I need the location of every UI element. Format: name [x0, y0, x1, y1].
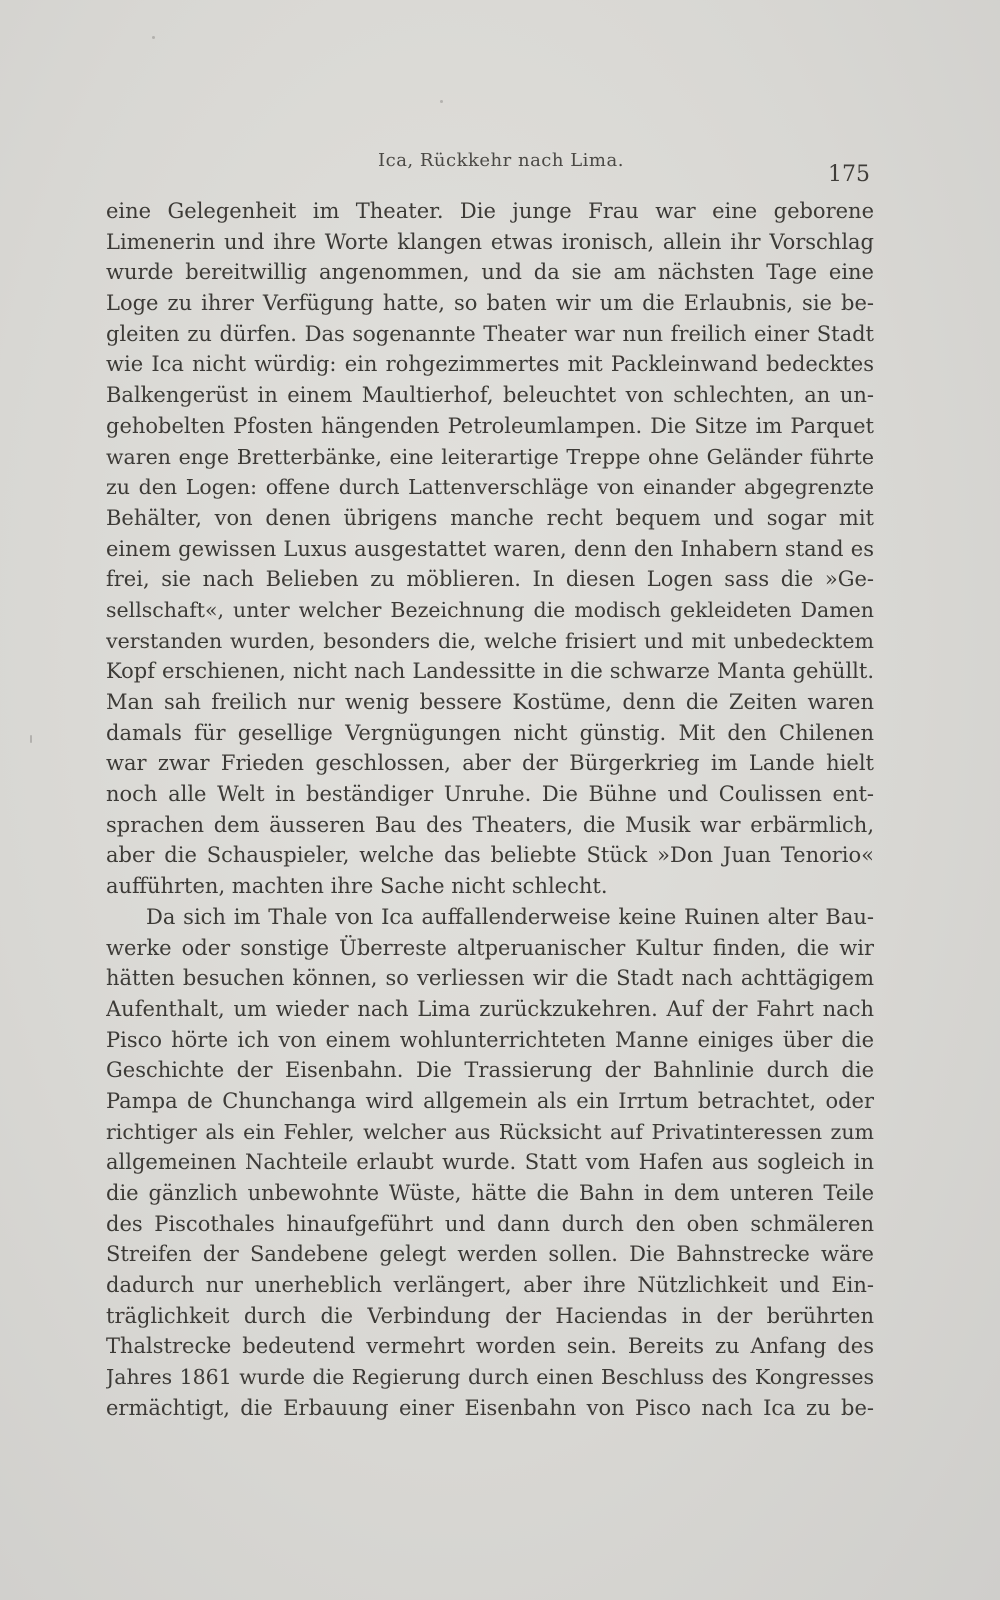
page-number: 175 [828, 162, 870, 187]
text-line: sellschaft«, unter welcher Bezeichnung die modisch gekleideten Damen [106, 597, 874, 622]
text-line: Kopf erschienen, nicht nach Landessitte in die schwarze Manta gehüllt. [106, 659, 874, 684]
text-line: wurde bereitwillig angenommen, und da sie am nächsten Tage eine [106, 260, 874, 285]
text-line: verstanden wurden, besonders die, welche frisiert und mit unbedecktem [106, 628, 874, 653]
text-line: sprachen dem äusseren Bau des Theaters, die Musik war erbärmlich, [106, 812, 874, 837]
text-line: Loge zu ihrer Verfügung hatte, so baten wir um die Erlaubnis, sie be- [106, 291, 874, 316]
text-line: Jahres 1861 wurde die Regierung durch einen Beschluss des Kongresses [106, 1365, 874, 1390]
paper-speck [30, 735, 32, 743]
text-line: eine Gelegenheit im Theater. Die junge Frau war eine geborene [106, 199, 874, 223]
body-text [106, 196, 874, 1424]
text-line: Behälter, von denen übrigens manche recht bequem und sogar mit [106, 505, 874, 530]
text-line: allgemeinen Nachteile erlaubt wurde. Statt vom Hafen aus sogleich in [106, 1150, 874, 1175]
text-line: gleiten zu dürfen. Das sogenannte Theater war nun freilich einer Stadt [106, 321, 874, 346]
paragraph-end-line: aufführten, machten ihre Sache nicht schlecht. [106, 874, 608, 899]
text-line: aber die Schauspieler, welche das beliebte Stück »Don Juan Tenorio« [106, 843, 874, 868]
text-line: Man sah freilich nur wenig bessere Kostüme, denn die Zeiten waren [106, 690, 874, 714]
text-line: einem gewissen Luxus ausgestattet waren, denn den Inhabern stand es [106, 536, 874, 561]
text-line: richtiger als ein Fehler, welcher aus Rücksicht auf Privatinteressen zum [106, 1119, 874, 1144]
text-line: werke oder sonstige Überreste altperuanischer Kultur finden, die wir [106, 935, 874, 960]
text-line: Balkengerüst in einem Maultierhof, beleuchtet von schlechten, an un- [106, 383, 874, 408]
text-line: die gänzlich unbewohnte Wüste, hätte die Bahn in dem unteren Teile [106, 1181, 874, 1205]
text-line: dadurch nur unerheblich verlängert, aber ihre Nützlichkeit und Ein- [106, 1273, 874, 1298]
running-title: Ica, Rückkehr nach Lima. [378, 150, 624, 171]
text-line: Pisco hörte ich von einem wohlunterrichteten Manne einiges über die [106, 1027, 874, 1052]
text-line: wie Ica nicht würdig: ein rohgezimmertes mit Packleinwand bedecktes [106, 352, 874, 377]
paragraph-start-line: Da sich im Thale von Ica auffallenderweise keine Ruinen alter Bau- [146, 904, 874, 929]
text-line: war zwar Frieden geschlossen, aber der Bürgerkrieg im Lande hielt [106, 751, 874, 776]
text-line: ermächtigt, die Erbauung einer Eisenbahn von Pisco nach Ica zu be- [106, 1395, 874, 1420]
paper-speck [152, 36, 155, 39]
paper-speck [440, 100, 443, 103]
text-line: zu den Logen: offene durch Lattenverschläge von einander abgegrenzte [106, 475, 874, 500]
text-line: des Piscothales hinaufgeführt und dann durch den oben schmäleren [106, 1211, 874, 1236]
text-line: damals für gesellige Vergnügungen nicht günstig. Mit den Chilenen [106, 720, 874, 745]
text-line: Geschichte der Eisenbahn. Die Trassierung der Bahnlinie durch die [106, 1058, 874, 1083]
text-line: gehobelten Pfosten hängenden Petroleumlampen. Die Sitze im Parquet [106, 413, 874, 438]
text-line: Aufenthalt, um wieder nach Lima zurückzukehren. Auf der Fahrt nach [106, 996, 874, 1021]
text-line: Streifen der Sandebene gelegt werden sollen. Die Bahnstrecke wäre [106, 1242, 874, 1267]
text-line: Pampa de Chunchanga wird allgemein als ein Irrtum betrachtet, oder [106, 1088, 874, 1113]
text-line: frei, sie nach Belieben zu möblieren. In diesen Logen sass die »Ge- [106, 567, 874, 592]
text-line: Thalstrecke bedeutend vermehrt worden sein. Bereits zu Anfang des [106, 1334, 874, 1359]
text-line: Limenerin und ihre Worte klangen etwas ironisch, allein ihr Vorschlag [106, 229, 874, 254]
text-line: träglichkeit durch die Verbindung der Haciendas in der berührten [106, 1303, 874, 1328]
text-line: hätten besuchen können, so verliessen wir die Stadt nach achttägigem [106, 966, 874, 991]
text-line: waren enge Bretterbänke, eine leiterartige Treppe ohne Geländer führte [106, 444, 874, 469]
text-line: noch alle Welt in beständiger Unruhe. Die Bühne und Coulissen ent- [106, 782, 874, 807]
